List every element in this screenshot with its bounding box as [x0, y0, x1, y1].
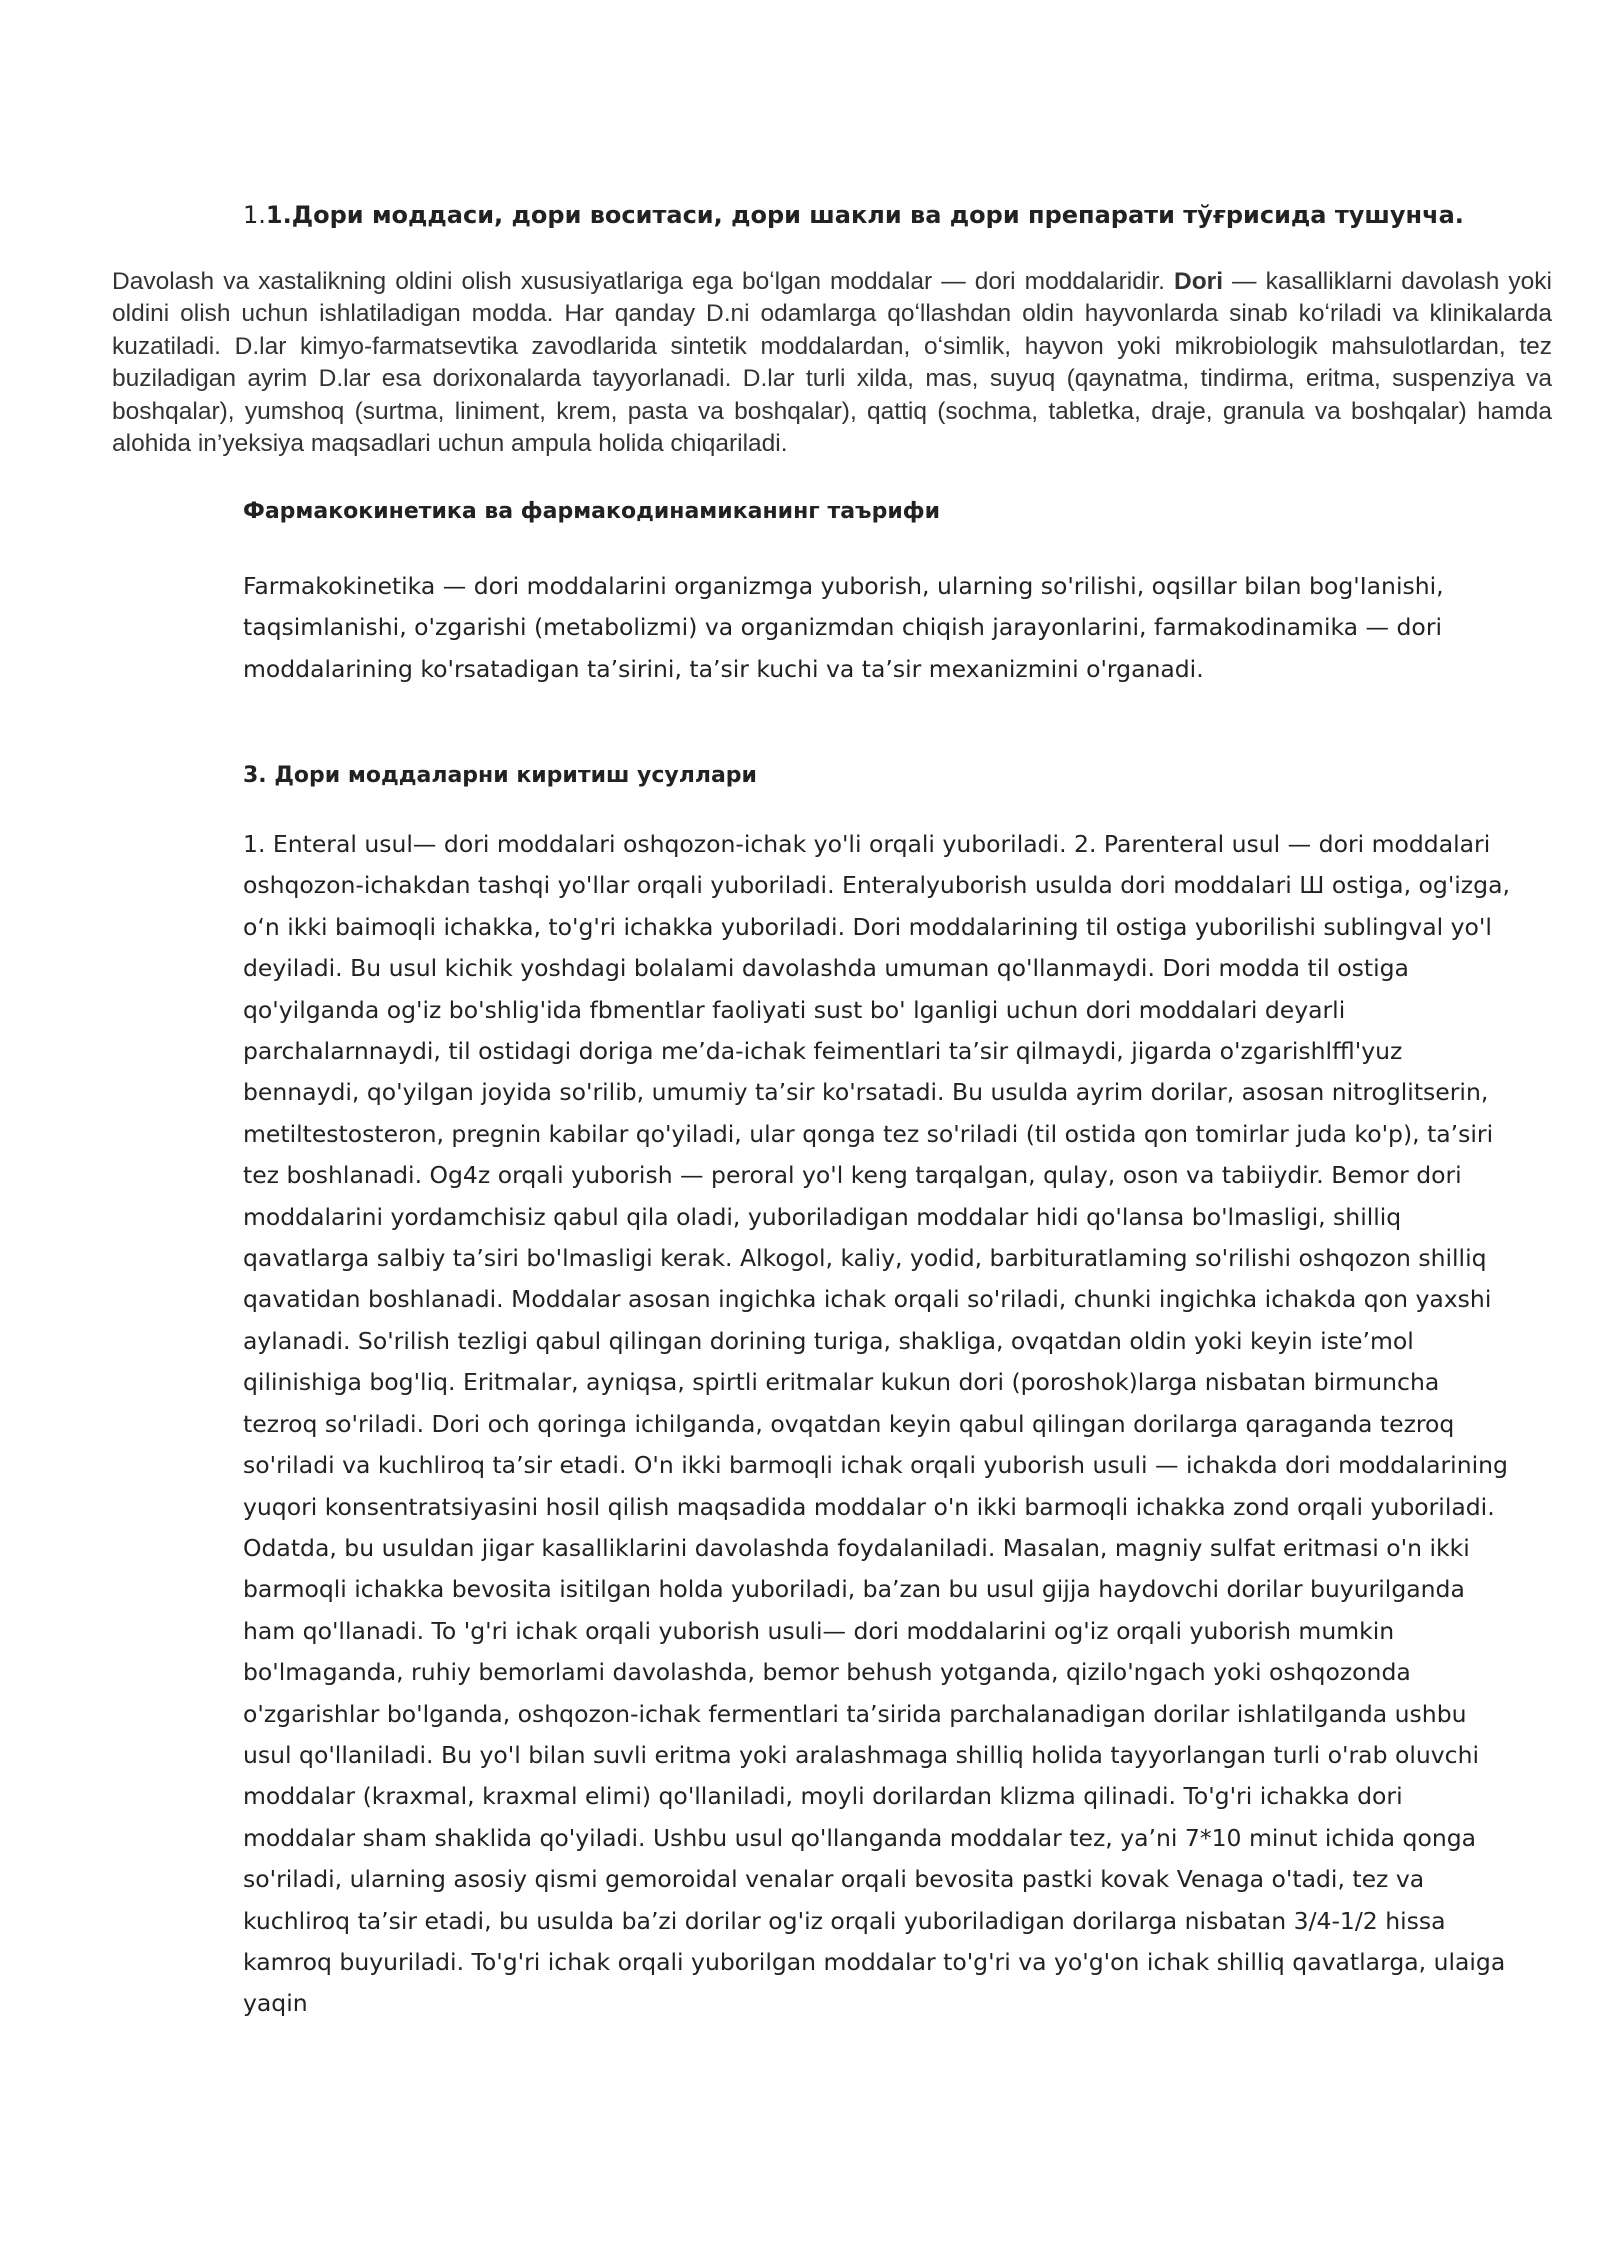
intro-text-start: Davolash va xastalikning oldini olish xususiyatlariga ega boʻlgan moddalar — dori moddalaridir. [112, 268, 1174, 295]
paragraph-text: Farmakokinetika — dori moddalarini organizmga yuborish, ularning so'rilishi, oqsillar bilan bog'Ianishi, taqsimlanishi, o'zgarishi (metabolizmi) va organizmdan chiqish jarayonlarini, farmakodinamika — dori moddalarining ko'rsatadigan ta’sirini, ta’sir kuchi va ta’sir mexanizmini o'rganadi. [243, 572, 1444, 683]
section-heading-3: 3. Дори моддаларни киритиш усуллари [243, 763, 757, 788]
paragraph-text: 1. Enteral usul— dori moddalari oshqozon-ichak yo'li orqali yuboriladi. 2. Parenteral usul — dori moddalari oshqozon-ichakdan tashqi yo'llar orqali yuboriladi. Enteralyuborish usulda dori moddalari Ш ostiga, og'izga, oʻn ikki baimoqli ichakka, to'g'ri ichakka yuboriladi. Dori moddalarining til ostiga yuborilishi sublingval yo'l deyiladi. Bu usul kichik yoshdagi bolalami davolashda umuman qo'llanmaydi. Dori modda til ostiga qo'yilganda og'iz bo'shlig'ida fbmentlar faoliyati sust bo' lganligi uchun dori moddalari deyarli parchalarnnaydi, til ostidagi doriga me’da-ichak feimentlari ta’sir qilmaydi, jigarda o'zgarishlffl'yuz bennaydi, qo'yilgan joyida so'rilib, umumiy ta’sir ko'rsatadi. Bu usulda ayrim dorilar, asosan nitroglitserin, metiltestosteron, pregnin kabilar qo'yiladi, ular qonga tez so'riladi (til ostida qon tomirlar juda ko'p), ta’siri tez boshlanadi. Og4z orqali yuborish — peroral yo'l keng tarqalgan, qulay, oson va tabiiydir. Bemor dori moddalarini yordamchisiz qabul qila oladi, yuboriladigan moddalar hidi qo'lansa bo'lmasligi, shilliq qavatlarga salbiy ta’siri bo'lmasligi kerak. Alkogol, kaliy, yodid, barbituratlaming so'rilishi oshqozon shilliq qavatidan boshlanadi. Moddalar asosan ingichka ichak orqali so'riladi, chunki ingichka ichakda qon yaxshi aylanadi. So'rilish tezligi qabul qilingan dorining turiga, shakliga, ovqatdan oldin yoki keyin iste’mol qilinishiga bog'liq. Eritmalar, ayniqsa, spirtli eritmalar kukun dori (poroshok)larga nisbatan birmuncha tezroq so'riladi. Dori och qoringa ichilganda, ovqatdan keyin qabul qilingan dorilarga qaraganda tezroq so'riladi va kuchliroq ta’sir etadi. O'n ikki barmoqli ichak orqali yuborish usuli — ichakda dori moddalarining yuqori konsentratsiyasini hosil qilish maqsadida moddalar o'n ikki barmoqli ichakka zond orqali yuboriladi. Odatda, bu usuldan jigar kasalliklarini davolashda foydalaniladi. Masalan, magniy sulfat eritmasi o'n ikki barmoqli ichakka bevosita isitilgan holda yuboriladi, ba’zan bu usul gijja haydovchi dorilar buyurilganda ham qo'llanadi. To 'g'ri ichak orqali yuborish usuli— dori moddalarini og'iz orqali yuborish mumkin bo'lmaganda, ruhiy bemorlami davolashda, bemor behush yotganda, qizilo'ngach yoki oshqozonda o'zgarishlar bo'lganda, oshqozon-ichak fermentlari ta’sirida parchalanadigan dorilar ishlatilganda ushbu usul qo'llaniladi. Bu yo'l bilan suvli eritma yoki aralashmaga shilliq holida tayyorlangan turli o'rab oluvchi moddalar (kraxmal, kraxmal elimi) qo'llaniladi, moyli dorilardan klizma qilinadi. To'g'ri ichakka dori moddalar sham shaklida qo'yiladi. Ushbu usul qo'llanganda moddalar tez, ya’ni 7*10 minut ichida qonga so'riladi, ularning asosiy qismi gemoroidal venalar orqali bevosita pastki kovak Venaga o'tadi, tez va kuchliroq ta’sir etadi, bu usulda ba’zi dorilar og'iz orqali yuboriladigan dorilarga nisbatan 3/4-1/2 hissa kamroq buyuriladi. To'g'ri ichak orqali yuborilgan moddalar to'g'ri va yo'g'on ichak shilliq qavatlarga, ulaiga yaqin [243, 830, 1510, 2018]
intro-bold-term: Dori [1174, 268, 1223, 295]
pharmacokinetics-paragraph [243, 566, 1513, 690]
heading-number: 1. [243, 201, 266, 229]
section-heading-1 [243, 199, 1464, 231]
intro-text-rest: — kasalliklarni davolash yoki oldini olish uchun ishlatiladigan modda. Har qanday D.ni odamlarga qoʻllashdan oldin hayvonlarda sinab koʻriladi va klinikalarda kuzatiladi. D.lar kimyo-farmatsevtika zavodlarida sintetik moddalardan, oʻsimlik, hayvon yoki mikrobiologik mahsulotlardan, tez buziladigan ayrim D.lar esa dorixonalarda tayyorlanadi. D.lar turli xilda, mas, suyuq (qaynatma, tindirma, eritma, suspenziya va boshqalar), yumshoq (surtma, liniment, krem, pasta va boshqalar), qattiq (sochma, tabletka, draje, granula va boshqalar) hamda alohida in’yeksiya maqsadlari uchun ampula holida chiqariladi. [112, 268, 1552, 458]
intro-paragraph [112, 266, 1552, 460]
heading-text: 1.Дори моддаси, дори воситаси, дори шакли ва дори препарати тўғрисида тушунча. [265, 201, 1464, 229]
section-heading-2: Фармакокинетика ва фармакодинамиканинг таърифи [243, 499, 940, 524]
administration-paragraph [243, 824, 1513, 2025]
